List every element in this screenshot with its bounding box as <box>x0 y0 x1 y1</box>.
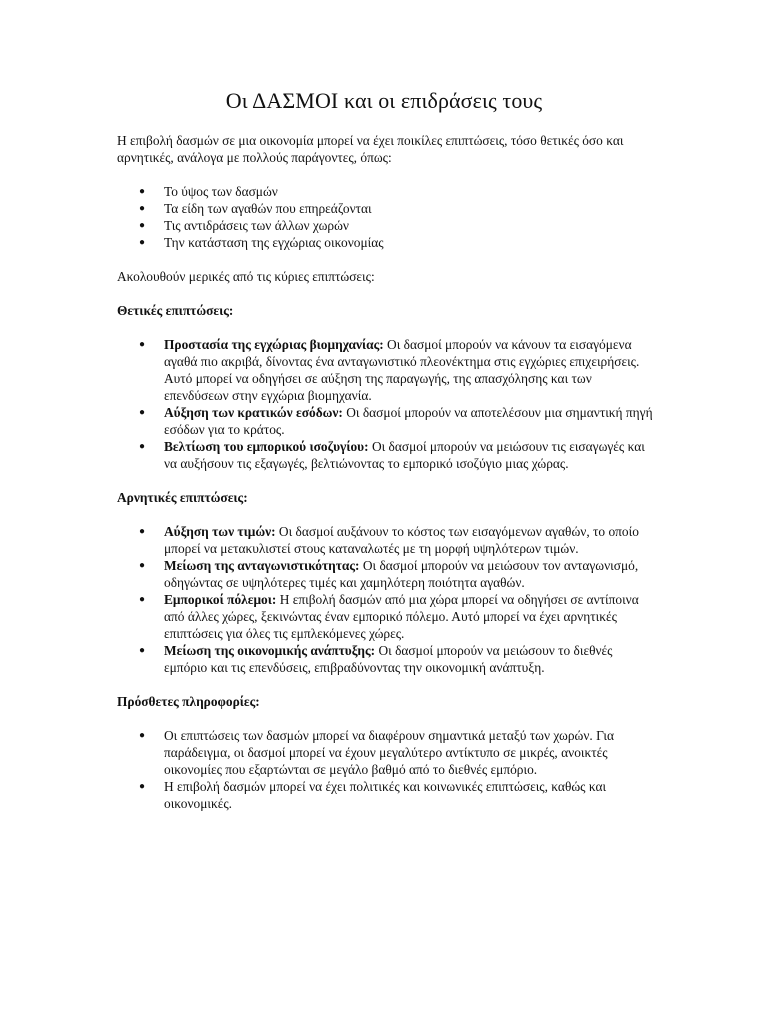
bullet-icon: ● <box>139 560 146 571</box>
document-title: Οι ΔΑΣΜΟΙ και οι επιδράσεις τους <box>225 88 543 113</box>
list-item <box>117 438 654 472</box>
item-text: Η επιβολή δασμών μπορεί να έχει πολιτικές και κοινωνικές επιπτώσεις, καθώς και οικονομικές. <box>164 779 607 811</box>
additional-list <box>117 727 657 812</box>
list-item <box>117 778 654 812</box>
item-text: Οι δασμοί μπορούν να αποτελέσουν μια σημαντική πηγή εσόδων για το κράτος. <box>164 405 653 437</box>
bullet-icon: ● <box>139 441 146 452</box>
item-term: Αύξηση των κρατικών εσόδων: <box>164 405 343 420</box>
list-item: ● Την κατάσταση της εγχώριας οικονομίας <box>139 235 384 250</box>
bullet-icon: ● <box>139 237 146 248</box>
item-text: Οι δασμοί μπορούν να μειώσουν το διεθνές εμπόριο και τις επενδύσεις, επιβραδύνοντας την οικονομική ανάπτυξη. <box>164 643 613 675</box>
item-term: Μείωση της οικονομικής ανάπτυξης: <box>164 643 376 658</box>
bullet-icon: ● <box>139 645 146 656</box>
bullet-icon: ● <box>139 186 146 197</box>
bullet-icon: ● <box>139 220 146 231</box>
bullet-icon: ● <box>139 339 146 350</box>
positive-heading: Θετικές επιπτώσεις: <box>117 303 234 318</box>
item-text: Οι δασμοί αυξάνουν το κόστος των εισαγόμενων αγαθών, το οποίο μπορεί να μετακυλιστεί στους καταναλωτές με τη μορφή υψηλότερων τιμών. <box>164 524 639 556</box>
item-term: Προστασία της εγχώριας βιομηχανίας: <box>164 337 384 352</box>
bullet-icon: ● <box>139 594 146 605</box>
item-text: Οι δασμοί μπορούν να μειώσουν τον ανταγωνισμό, οδηγώντας σε υψηλότερες τιμές και χαμηλότερη ποιότητα αγαθών. <box>164 558 639 590</box>
bullet-icon: ● <box>139 781 146 792</box>
intro-paragraph: Η επιβολή δασμών σε μια οικονομία μπορεί να έχει ποικίλες επιπτώσεις, τόσο θετικές όσο και αρνητικές, ανάλογα με πολλούς παράγοντες, όπως: <box>117 133 624 165</box>
document-body <box>117 132 657 812</box>
list-item: ● Το ύψος των δασμών <box>139 184 278 199</box>
list-item <box>117 336 654 404</box>
list-item: ● Τις αντιδράσεις των άλλων χωρών <box>139 218 349 233</box>
bullet-icon: ● <box>139 203 146 214</box>
item-text: Οι επιπτώσεις των δασμών μπορεί να διαφέρουν σημαντικά μεταξύ των χωρών. Για παράδειγμα, οι δασμοί μπορεί να έχουν μεγαλύτερο αντίκτυπο σε μικρές, ανοικτές οικονομίες που εξαρτώνται σε μεγάλο βαθμό από το διεθνές εμπόριο. <box>164 728 614 777</box>
negative-heading: Αρνητικές επιπτώσεις: <box>117 490 248 505</box>
bullet-icon: ● <box>139 526 146 537</box>
positive-list <box>117 336 657 472</box>
list-item <box>117 727 654 778</box>
item-text: Οι δασμοί μπορούν να κάνουν τα εισαγόμενα αγαθά πιο ακριβά, δίνοντας ένα ανταγωνιστικό πλεονέκτημα στις εγχώριες επιχειρήσεις. Αυτό μπορεί να οδηγήσει σε αύξηση της παραγωγής, της απασχόλησης και των επενδύσεων στην εγχώρια βιομηχανία. <box>164 337 640 403</box>
item-term: Μείωση της ανταγωνιστικότητας: <box>164 558 360 573</box>
bullet-icon: ● <box>139 730 146 741</box>
negative-list <box>117 523 657 676</box>
list-item <box>117 591 654 642</box>
item-text: Η επιβολή δασμών από μια χώρα μπορεί να οδηγήσει σε αντίποινα από άλλες χώρες, ξεκινώντας έναν εμπορικό πόλεμο. Αυτό μπορεί να έχει αρνητικές επιπτώσεις για όλες τις εμπλεκόμενες χώρες. <box>164 592 639 641</box>
item-term: Βελτίωση του εμπορικού ισοζυγίου: <box>164 439 369 454</box>
factors-list <box>117 183 657 251</box>
list-item <box>117 642 654 676</box>
list-item <box>117 523 654 557</box>
item-text: Οι δασμοί μπορούν να μειώσουν τις εισαγωγές και να αυξήσουν τις εξαγωγές, βελτιώνοντας το εμπορικό ισοζύγιο μιας χώρας. <box>164 439 645 471</box>
item-term: Εμπορικοί πόλεμοι: <box>164 592 277 607</box>
list-item <box>117 404 654 438</box>
list-item <box>117 557 654 591</box>
item-term: Αύξηση των τιμών: <box>164 524 276 539</box>
list-item: ● Τα είδη των αγαθών που επηρεάζονται <box>139 201 372 216</box>
lead-paragraph: Ακολουθούν μερικές από τις κύριες επιπτώσεις: <box>117 269 375 284</box>
bullet-icon: ● <box>139 407 146 418</box>
additional-heading: Πρόσθετες πληροφορίες: <box>117 694 260 709</box>
